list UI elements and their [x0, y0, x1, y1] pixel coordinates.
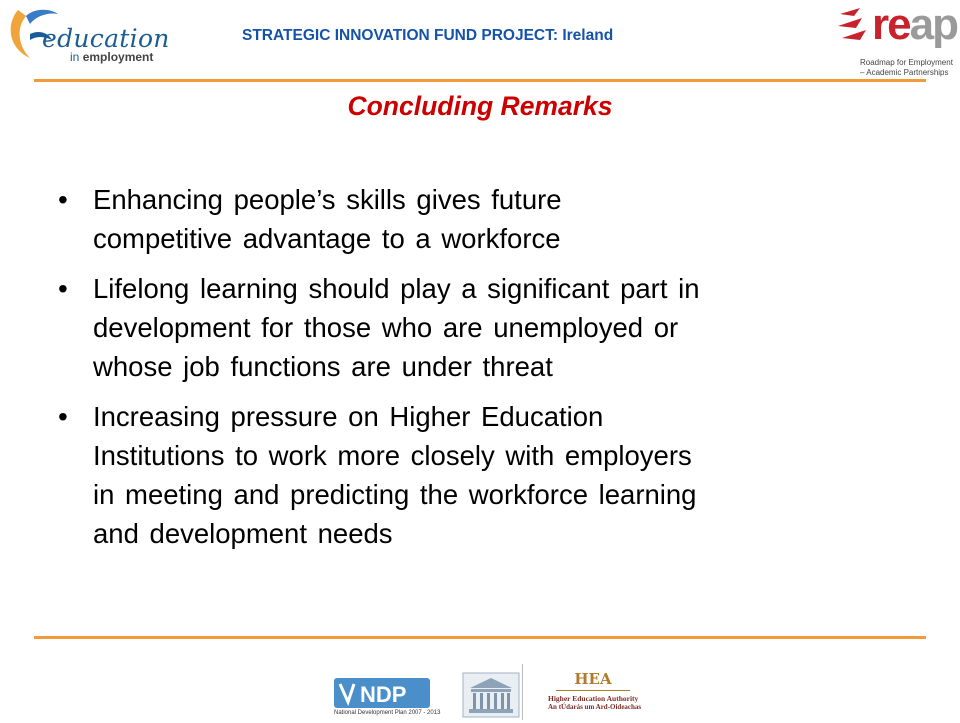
bullet-line: whose job functions are under threat [93, 351, 553, 382]
bullet-line: and development needs [93, 518, 393, 549]
bullet-item [56, 180, 936, 258]
bullet-line: competitive advantage to a workforce [93, 223, 561, 254]
reap-tagline-line1: Roadmap for Employment [860, 58, 953, 67]
ndp-logo [334, 676, 441, 718]
header-divider [34, 79, 926, 82]
bullet-marker: • [58, 273, 68, 304]
bullet-line: Increasing pressure on Higher Education [93, 401, 604, 432]
reap-wordmark [872, 0, 957, 50]
employment-label: employment [82, 50, 154, 64]
ndp-badge-icon [334, 676, 434, 710]
employment-word [70, 50, 153, 64]
footer-logo-divider [522, 664, 523, 720]
education-word: education [42, 24, 170, 53]
reap-re: re [872, 0, 910, 49]
footer-divider [34, 636, 926, 639]
bullet-marker: • [58, 401, 68, 432]
bullet-item [56, 269, 936, 386]
bullet-line: in meeting and predicting the workforce learning [93, 479, 697, 510]
government-building-icon [462, 672, 520, 718]
hea-name: Higher Education Authority [548, 694, 639, 703]
reap-ap: ap [909, 0, 957, 49]
building-crest-icon [462, 672, 520, 718]
bullet-line: development for those who are unemployed or [93, 312, 679, 343]
slide-title: Concluding Remarks [347, 91, 613, 121]
bullet-item [56, 397, 936, 553]
reap-arrows-icon [836, 4, 876, 52]
bullet-line: Enhancing people’s skills gives future [93, 184, 562, 215]
bullet-list [56, 180, 936, 564]
education-in-employment-logo [4, 0, 170, 70]
reap-tagline [860, 58, 953, 78]
bullet-line: Institutions to work more closely with employers [93, 440, 692, 471]
project-title: STRATEGIC INNOVATION FUND PROJECT: Ireland [242, 27, 614, 44]
ndp-text: NDP [360, 682, 407, 707]
hea-logo [548, 670, 642, 720]
hea-irish-name: An tÚdarás um Ard-Oideachas [548, 703, 642, 711]
bullet-marker: • [58, 184, 68, 215]
in-prefix: in [70, 50, 80, 64]
ndp-subtitle: National Development Plan 2007 - 2013 [334, 710, 441, 716]
bullet-line: Lifelong learning should play a significant part in [93, 273, 700, 304]
reap-tagline-line2: – Academic Partnerships [860, 68, 949, 77]
hea-title: HEA [574, 670, 612, 688]
hea-rule [556, 690, 630, 691]
